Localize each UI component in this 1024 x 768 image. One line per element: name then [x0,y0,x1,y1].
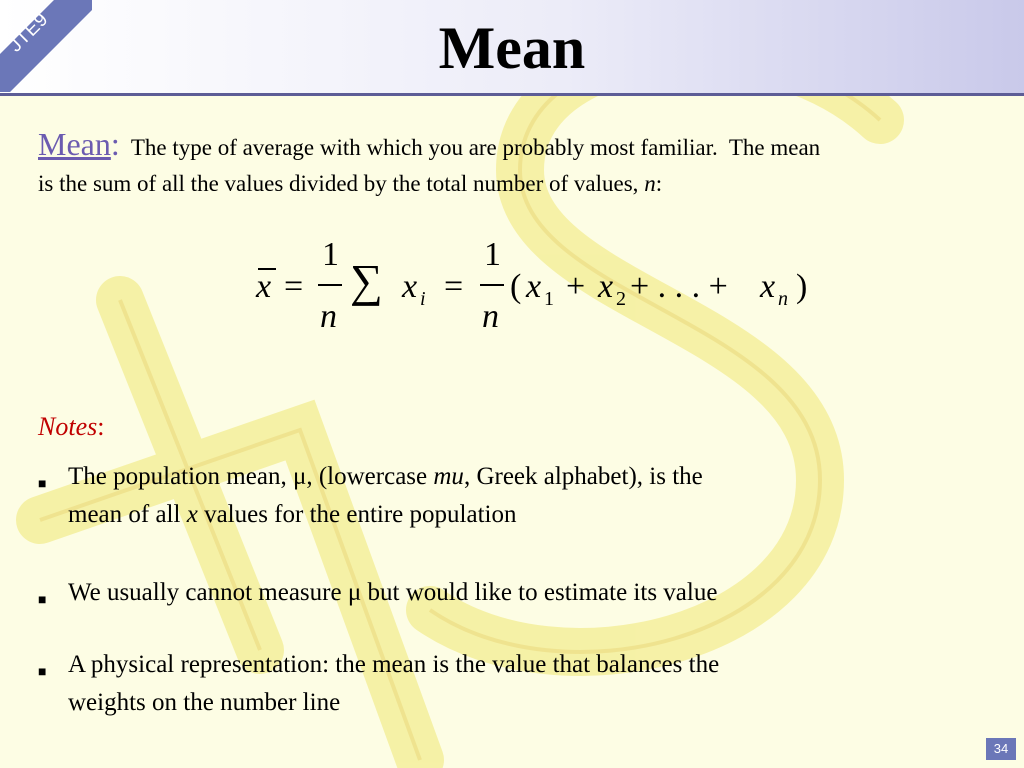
formula-xn-sub: n [778,288,788,310]
notes-heading [38,412,104,442]
formula-eq1: = [284,268,304,305]
bullet-1-text: , Greek alphabet), is the [463,463,703,490]
formula-xi-sub: i [420,288,426,310]
formula-plus-dots: + . . . + [630,268,728,305]
formula-plus1: + [566,268,586,305]
list-item [38,574,908,614]
bullet-2-text: but would like to estimate its value [361,579,718,606]
formula-den1: n [320,298,337,335]
formula-eq2: = [444,268,464,305]
notes-label: Notes [38,412,98,441]
bullet-3-text: A physical representation: the mean is the value that balances the [68,651,720,678]
bullet-1-text: values for the entire population [197,501,517,528]
definition-end: : [655,171,663,196]
formula-num1: 1 [322,236,339,273]
mean-formula [250,232,830,342]
bullet-marker: ■ [38,477,47,492]
formula-xi: x [402,268,418,305]
formula-xn: x [760,268,776,305]
formula-x1-sub: 1 [544,288,554,310]
corner-tag: JTE9 [5,8,53,57]
definition-var-n: n [644,171,656,196]
defined-term: Mean [38,126,111,162]
list-item [38,458,908,538]
formula-x2-sub: 2 [616,288,626,310]
mu-symbol: μ [292,463,307,490]
definition-line2: is the sum of all the values divided by the total number of values, [38,171,645,196]
fraction-line-2 [480,284,504,286]
bullet-1-text: mean of all [68,501,187,528]
bullet-2-text: We usually cannot measure [68,579,348,606]
formula-open-paren: ( [510,268,522,305]
bullet-1-emphasis: x [186,501,198,528]
formula-x2: x [598,268,614,305]
formula-num2: 1 [484,236,501,273]
formula-sigma: ∑ [350,255,383,306]
term-colon: : [110,126,120,162]
formula-close-paren: ) [796,268,808,305]
formula-xbar: x [256,268,272,305]
fraction-line-1 [318,284,342,286]
formula-den2: n [482,298,499,335]
notes-colon: : [97,412,105,441]
list-item [38,646,908,726]
definition-paragraph [38,126,1008,202]
formula-x1: x [526,268,542,305]
mu-symbol: μ [347,579,362,606]
bullet-3-text: weights on the number line [68,689,341,716]
definition-line1: The type of average with which you are probably most familiar. The mean [119,135,821,160]
bullet-marker: ■ [38,593,47,608]
bullet-1-text: , (lowercase [306,463,434,490]
header-divider [0,93,1024,96]
slide-title: Mean [438,15,586,81]
page-number: 34 [986,738,1016,760]
bullet-marker: ■ [38,665,47,680]
bullet-1-emphasis: mu [433,463,464,490]
bullet-1-text: The population mean, [68,463,293,490]
